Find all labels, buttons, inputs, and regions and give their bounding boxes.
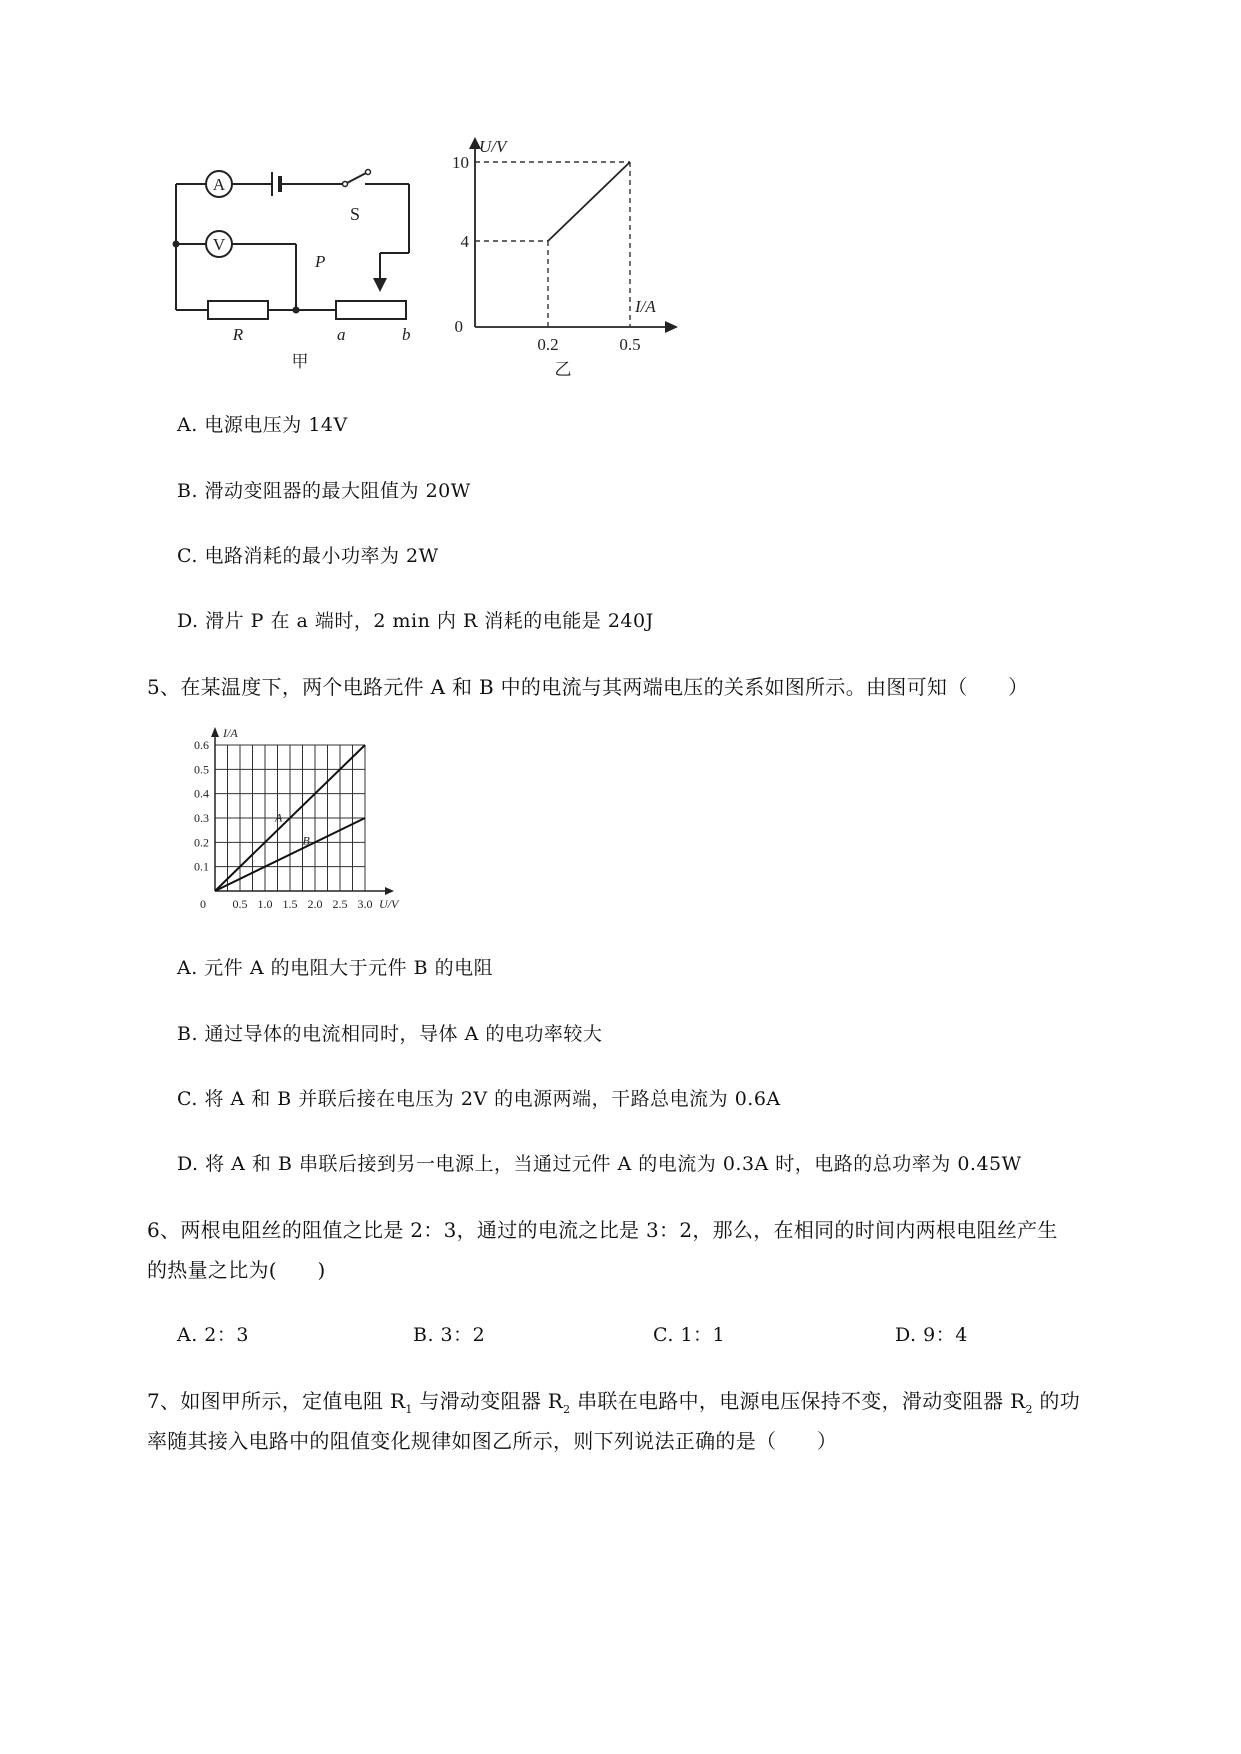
series-label-A: A (275, 810, 283, 825)
end-b-label: b (402, 325, 411, 344)
y-tick-label: 0.6 (194, 738, 209, 752)
q7-stem-line2: 率随其接入电路中的阻值变化规律如图乙所示，则下列说法正确的是（ ） (147, 1429, 838, 1453)
graph-xtick-02: 0.2 (537, 335, 559, 354)
end-a-label: a (337, 325, 346, 344)
graph-origin: 0 (454, 317, 463, 336)
circuit-caption: 甲 (291, 352, 309, 371)
series-label-B: B (302, 833, 310, 848)
q7-text-c: 串联在电路中，电源电压保持不变，滑动变阻器 R (570, 1389, 1026, 1413)
ia-chart (175, 725, 415, 920)
q6-option-c: C. 1：1 (653, 1324, 726, 1346)
ui-graph (435, 135, 685, 380)
slider-label: P (315, 252, 326, 271)
q4-option-b: B. 滑动变阻器的最大阻值为 20W (177, 480, 471, 502)
q6-option-a: A. 2：3 (177, 1324, 249, 1346)
chart-origin: 0 (200, 897, 206, 911)
x-tick-label: 2.5 (332, 897, 348, 911)
x-tick-label: 2.0 (307, 897, 323, 911)
y-tick-label: 0.3 (194, 811, 209, 825)
graph-xtick-05: 0.5 (619, 335, 641, 354)
graph-ylabel: U/V (479, 137, 507, 156)
x-tick-label: 3.0 (357, 897, 373, 911)
switch-label: S (350, 204, 361, 224)
q6-stem-line2: 的热量之比为( ) (147, 1258, 326, 1282)
chart-xlabel: U/V (379, 897, 399, 911)
graph-ytick-10: 10 (452, 153, 469, 172)
q7-sub-3: 2 (1025, 1403, 1033, 1416)
q4-option-a: A. 电源电压为 14V (177, 414, 348, 436)
graph-ytick-4: 4 (460, 232, 469, 251)
q7-sub-2: 2 (563, 1403, 571, 1416)
q7-text-b: 与滑动变阻器 R (412, 1389, 564, 1413)
x-axis-arrow (385, 887, 394, 895)
q5-stem: 5、在某温度下，两个电路元件 A 和 B 中的电流与其两端电压的关系如图所示。由图可知（ ） (147, 675, 1029, 699)
q6-stem-line1: 6、两根电阻丝的阻值之比是 2：3，通过的电流之比是 3：2，那么，在相同的时间内两根电阻丝产生 (147, 1218, 1058, 1242)
graph-caption: 乙 (554, 360, 572, 379)
ammeter-label: A (212, 175, 226, 194)
q6-option-b: B. 3：2 (413, 1324, 486, 1346)
y-tick-label: 0.1 (194, 859, 209, 874)
q7-text-d: 的功 (1032, 1389, 1081, 1413)
q5-option-b: B. 通过导体的电流相同时，导体 A 的电功率较大 (177, 1023, 603, 1045)
q5-option-d: D. 将 A 和 B 串联后接到另一电源上，当通过元件 A 的电流为 0.3A 时，电路的总功率为 0.45W (177, 1153, 1022, 1175)
x-tick-label: 0.5 (232, 897, 248, 911)
q7-stem-line1 (147, 1385, 1080, 1416)
y-axis-arrow (211, 727, 219, 737)
y-tick-label: 0.4 (194, 786, 209, 801)
q4-option-c: C. 电路消耗的最小功率为 2W (177, 545, 439, 567)
resistor-label: R (232, 325, 244, 344)
q7-sub-1: 1 (405, 1403, 413, 1416)
circuit-diagram (170, 150, 430, 380)
x-tick-label: 1.5 (282, 897, 298, 911)
q4-option-d: D. 滑片 P 在 a 端时，2 min 内 R 消耗的电能是 240J (177, 610, 654, 632)
q5-option-a: A. 元件 A 的电阻大于元件 B 的电阻 (177, 957, 494, 979)
y-tick-label: 0.5 (194, 762, 209, 777)
x-tick-label: 1.0 (257, 897, 273, 911)
chart-ylabel: I/A (223, 726, 238, 740)
q5-option-c: C. 将 A 和 B 并联后接在电压为 2V 的电源两端，干路总电流为 0.6A (177, 1088, 781, 1110)
y-tick-label: 0.2 (194, 835, 209, 850)
q7-text-a: 7、如图甲所示，定值电阻 R (147, 1389, 406, 1413)
voltmeter-label: V (212, 235, 226, 254)
q6-option-d: D. 9：4 (895, 1324, 968, 1346)
graph-xlabel: I/A (635, 297, 656, 316)
